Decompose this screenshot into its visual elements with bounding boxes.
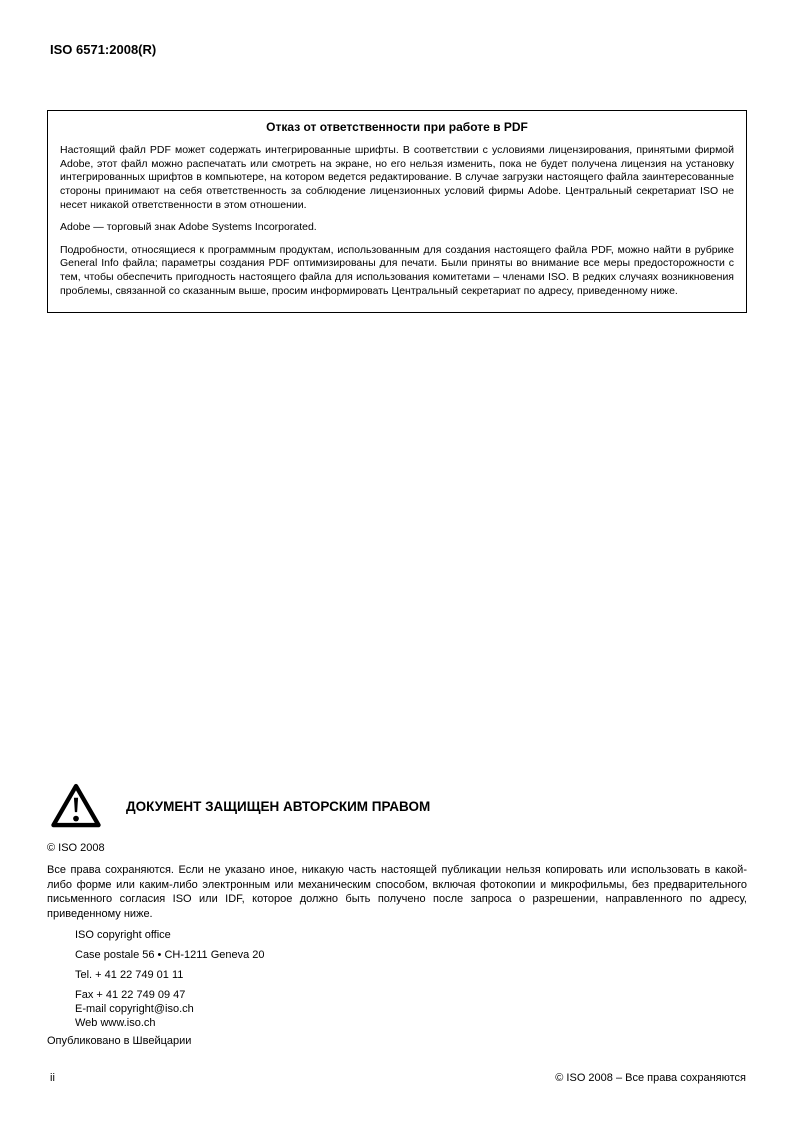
iso-address-block bbox=[75, 929, 747, 1029]
disclaimer-title: Отказ от ответственности при работе в PDF bbox=[266, 120, 528, 134]
copyright-heading: ДОКУМЕНТ ЗАЩИЩЕН АВТОРСКИМ ПРАВОМ bbox=[126, 798, 431, 814]
copyright-body-text: Все права сохраняются. Если не указано иное, никакую часть настоящей публикации нельзя копировать или использовать в какой-либо форме или каким-либо электронным или механическим способом, включая фотокопии и микрофильмы, без предварительного письменного согласия ISO или IDF, которое должно быть получено после запроса о разрешении, направленного по адресу, приведенному ниже. bbox=[47, 864, 747, 920]
footer-copyright: © ISO 2008 – Все права сохраняются bbox=[555, 1072, 746, 1084]
disclaimer-paragraph: Adobe — торговый знак Adobe Systems Incorporated. bbox=[60, 221, 317, 234]
document-reference-header: ISO 6571:2008(R) bbox=[50, 42, 157, 57]
copyright-section bbox=[47, 782, 747, 1047]
copyright-notice: © ISO 2008 bbox=[47, 842, 105, 854]
address-line-email: E-mail copyright@iso.ch bbox=[75, 1003, 194, 1016]
address-line-tel: Tel. + 41 22 749 01 11 bbox=[75, 969, 184, 982]
address-line-postal: Case postale 56 • CH-1211 Geneva 20 bbox=[75, 949, 265, 962]
disclaimer-paragraph: Подробности, относящиеся к программным продуктам, использованным для создания настоящего файла PDF, можно найти в рубрике General Info файла; параметры создания PDF оптимизированы для печати. Были приняты во внимание все меры предосторожности с тем, чтобы обеспечить пригодность настоящего файла для использования комитетами – членами ISO. В редких случаях возникновения проблемы, связанной со сказанным выше, просим информировать Центральный секретариат по адресу, приведенному ниже. bbox=[60, 243, 734, 297]
address-line-office: ISO copyright office bbox=[75, 929, 171, 942]
warning-triangle-icon bbox=[50, 782, 102, 830]
page-number: ii bbox=[50, 1072, 55, 1084]
disclaimer-paragraph: Настоящий файл PDF может содержать интегрированные шрифты. В соответствии с условиями лицензирования, принятыми фирмой Adobe, этот файл можно распечатать или смотреть на экране, но его нельзя изменить, пока не будет получена лицензия на установку интегрированных шрифтов в компьютере, на котором ведется редактирование. В случае загрузки настоящего файла заинтересованные стороны принимают на себя ответственность за соблюдение лицензионных условий фирмы Adobe. Центральный секретариат ISO не несет никакой ответственности в этом отношении. bbox=[60, 144, 734, 211]
address-line-fax: Fax + 41 22 749 09 47 bbox=[75, 989, 186, 1002]
copyright-heading-row bbox=[50, 782, 747, 830]
pdf-disclaimer-box bbox=[47, 110, 747, 313]
address-line-web: Web www.iso.ch bbox=[75, 1017, 156, 1030]
page-footer bbox=[50, 1072, 746, 1084]
published-in-line: Опубликовано в Швейцарии bbox=[47, 1035, 192, 1048]
